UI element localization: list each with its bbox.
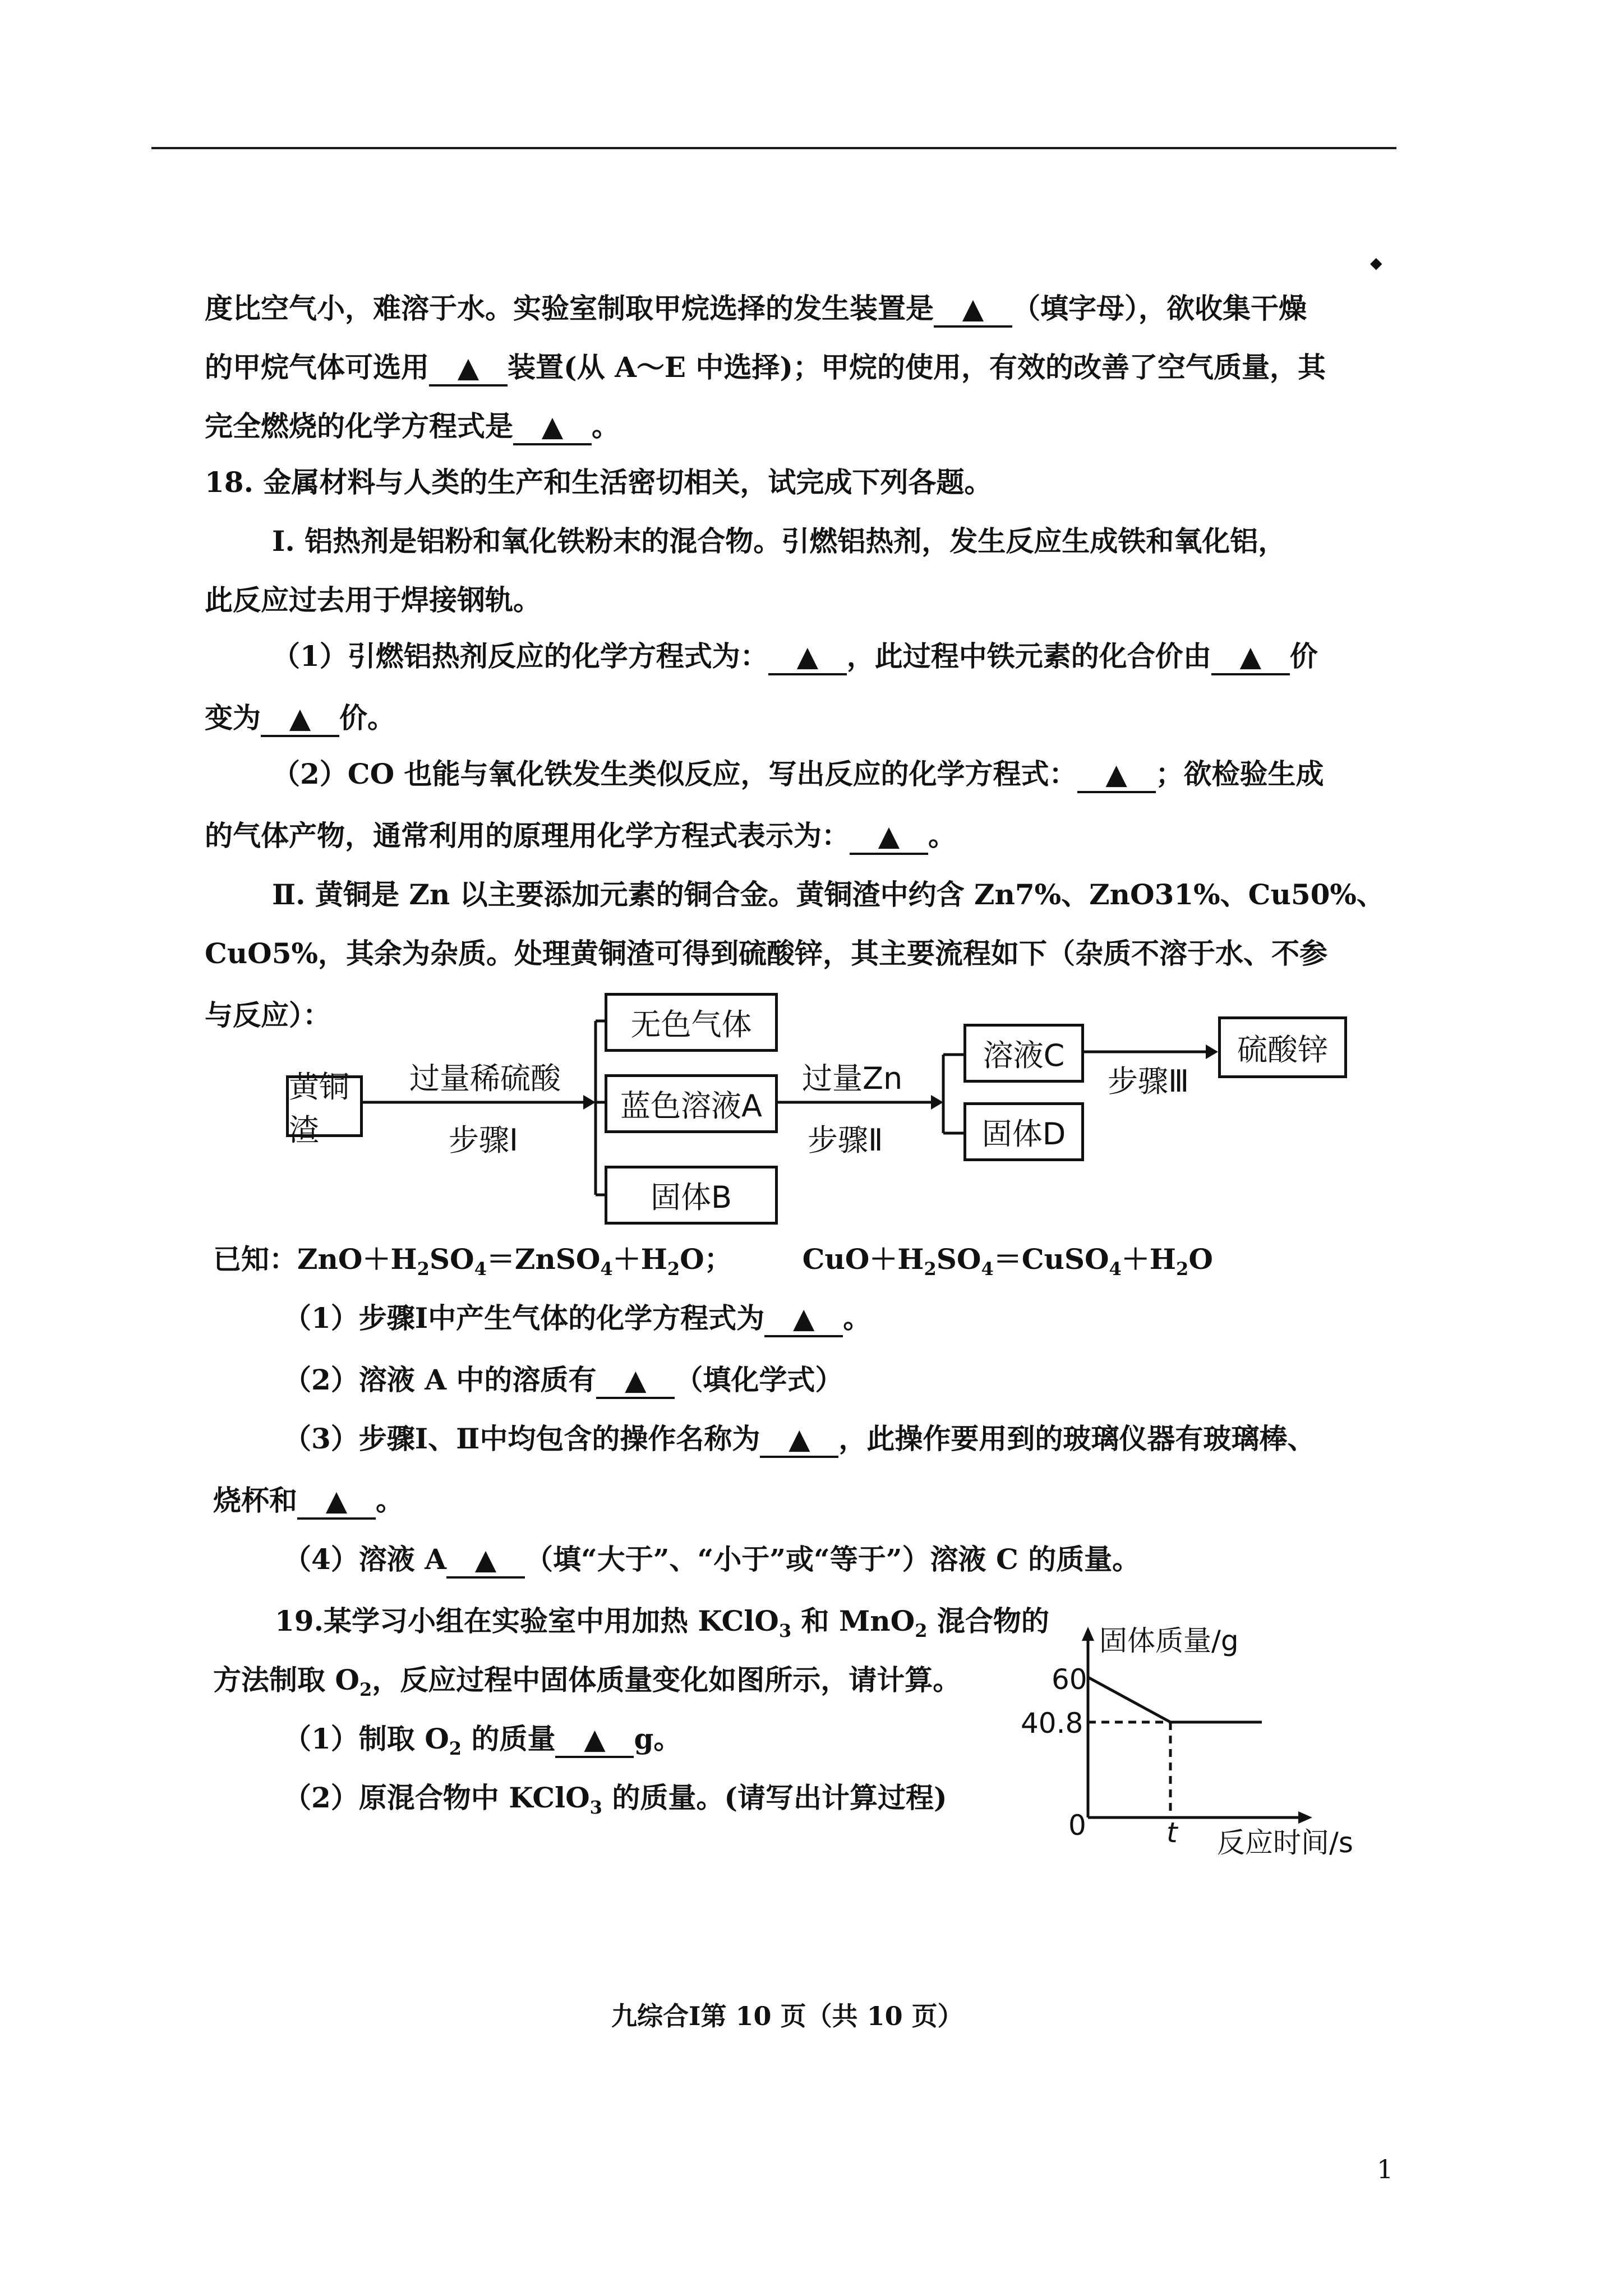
flow-step1-reagent: 过量稀硫酸 bbox=[409, 1061, 561, 1096]
question-19-line-2: 方法制取 $O_2$，反应过程中固体质量变化如图所示，请计算。 bbox=[213, 1663, 961, 1700]
known-equations: 已知：$ZnO+H_2SO_4=ZnSO_4+H_2O$； $CuO+H_2SO_4=CuSO_4+H_2O$ bbox=[213, 1243, 1213, 1280]
text-line-10: 的气体产物，通常利用的原理用化学方程式表示为： ▲ 。 bbox=[205, 819, 956, 855]
answer-blank: ▲ bbox=[446, 1543, 525, 1579]
answer-blank: ▲ bbox=[768, 639, 847, 675]
flow-box-solid-b: 固体B bbox=[605, 1166, 778, 1225]
text-line-1: 度比空气小，难溶于水。实验室制取甲烷选择的发生装置是 ▲ （填字母），欲收集干燥 bbox=[205, 292, 1307, 328]
answer-blank: ▲ bbox=[261, 701, 339, 737]
page-number: 1 bbox=[1377, 2154, 1394, 2184]
answer-blank: ▲ bbox=[429, 351, 508, 386]
flow-box-start: 黄铜渣 bbox=[286, 1075, 363, 1137]
answer-blank: ▲ bbox=[934, 292, 1012, 328]
text-line-12: CuO5%，其余为杂质。处理黄铜渣可得到硫酸锌，其主要流程如下（杂质不溶于水、不参 bbox=[205, 937, 1328, 970]
answer-blank: ▲ bbox=[760, 1422, 838, 1458]
answer-blank: ▲ bbox=[297, 1484, 376, 1520]
question-ii-3: （3）步骤Ⅰ、Ⅱ中均包含的操作名称为 ▲ ，此操作要用到的玻璃仪器有玻璃棒、 bbox=[283, 1422, 1315, 1458]
page-footer: 九综合Ⅰ第 10 页（共 10 页） bbox=[611, 2001, 963, 2031]
answer-blank: ▲ bbox=[1211, 639, 1290, 675]
flow-step2-label: 步骤Ⅱ bbox=[808, 1122, 883, 1158]
text-line-13: 与反应）： bbox=[205, 999, 331, 1032]
flow-step3-label: 步骤Ⅲ bbox=[1108, 1064, 1189, 1099]
graph-ytick-60: 60 bbox=[1052, 1663, 1087, 1696]
flow-box-gas: 无色气体 bbox=[605, 993, 778, 1052]
question-18-title: 18. 金属材料与人类的生产和生活密切相关，试完成下列各题。 bbox=[205, 466, 993, 499]
question-ii-3-cont: 烧杯和 ▲ 。 bbox=[213, 1484, 404, 1520]
question-19-2: （2）原混合物中 KClO$_3$ 的质量。(请写出计算过程) bbox=[283, 1781, 947, 1818]
flow-step2-reagent: 过量Zn bbox=[802, 1061, 903, 1096]
text-line-11: Ⅱ. 黄铜是 Zn 以主要添加元素的铜合金。黄铜渣中约含 Zn7%、ZnO31%、Cu50%、 bbox=[272, 878, 1385, 911]
answer-blank: ▲ bbox=[555, 1722, 634, 1758]
graph-xlabel: 反应时间/s bbox=[1217, 1826, 1353, 1859]
answer-blank: ▲ bbox=[513, 409, 592, 445]
y-axis-arrow bbox=[1082, 1627, 1094, 1641]
question-19-1: （1）制取 $O_2$ 的质量 ▲ g。 bbox=[283, 1722, 682, 1759]
question-ii-2: （2）溶液 A 中的溶质有 ▲ （填化学式） bbox=[283, 1363, 843, 1399]
graph-ytick-40-8: 40.8 bbox=[1021, 1707, 1083, 1740]
series-segment bbox=[1088, 1677, 1170, 1722]
question-19-line-1: 19.某学习小组在实验室中用加热 KClO$_3$ 和 MnO$_2$ 混合物的 bbox=[275, 1604, 1049, 1641]
flow-box-end: 硫酸锌 bbox=[1218, 1016, 1347, 1078]
question-18-2: （2）CO 也能与氧化铁发生类似反应，写出反应的化学方程式： ▲ ；欲检验生成 bbox=[272, 757, 1324, 793]
scan-mark: ◆ bbox=[1370, 254, 1382, 272]
flow-box-solid-d: 固体D bbox=[963, 1102, 1084, 1161]
question-ii-1: （1）步骤Ⅰ中产生气体的化学方程式为 ▲ 。 bbox=[283, 1301, 871, 1337]
answer-blank: ▲ bbox=[764, 1301, 843, 1337]
flow-box-solution-c: 溶液C bbox=[963, 1024, 1084, 1083]
question-18-1: （1）引燃铝热剂反应的化学方程式为： ▲ ，此过程中铁元素的化合价由 ▲ 价 bbox=[272, 639, 1318, 675]
flow-box-solution-a: 蓝色溶液A bbox=[605, 1074, 778, 1133]
text-line-8: 变为 ▲ 价。 bbox=[205, 701, 395, 737]
text-line-3: 完全燃烧的化学方程式是 ▲ 。 bbox=[205, 409, 620, 445]
graph-ytick-0: 0 bbox=[1068, 1809, 1086, 1842]
text-line-5: Ⅰ. 铝热剂是铝粉和氧化铁粉末的混合物。引燃铝热剂，发生反应生成铁和氧化铝， bbox=[272, 524, 1287, 558]
answer-blank: ▲ bbox=[596, 1363, 675, 1399]
answer-blank: ▲ bbox=[850, 819, 928, 855]
flow-step1-label: 步骤Ⅰ bbox=[449, 1122, 518, 1158]
graph-xtick-t: t bbox=[1166, 1816, 1178, 1849]
text-line-6: 此反应过去用于焊接钢轨。 bbox=[205, 583, 541, 616]
question-ii-4: （4）溶液 A ▲ （填“大于”、“小于”或“等于”）溶液 C 的质量。 bbox=[283, 1543, 1140, 1579]
answer-blank: ▲ bbox=[1077, 757, 1156, 793]
text-line-2: 的甲烷气体可选用 ▲ 装置(从 A～E 中选择)；甲烷的使用，有效的改善了空气质量，其 bbox=[205, 351, 1326, 386]
graph-ylabel: 固体质量/g bbox=[1099, 1625, 1239, 1657]
